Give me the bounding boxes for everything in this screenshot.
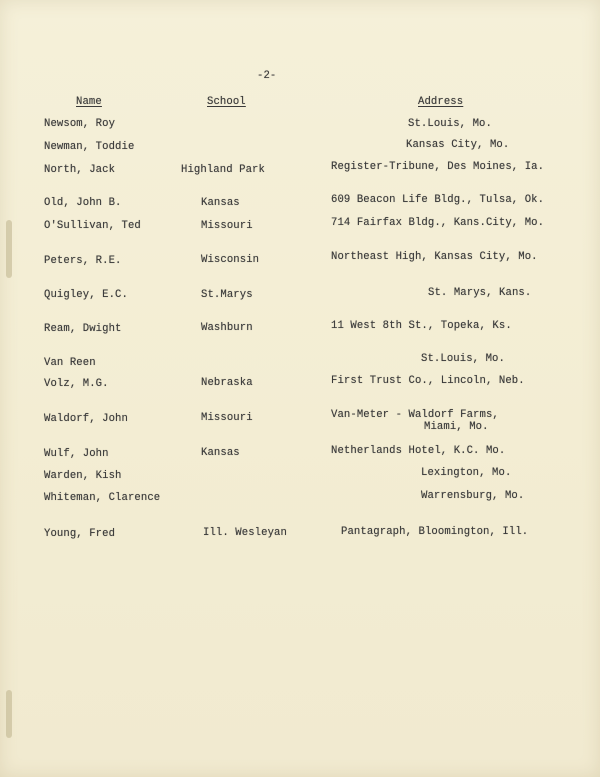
roster-name: Volz, M.G. [44, 378, 109, 390]
roster-address: St. Marys, Kans. [428, 287, 532, 299]
roster-school: Nebraska [201, 377, 253, 389]
roster-school: Washburn [201, 322, 253, 334]
column-header-address: Address [418, 96, 464, 108]
punch-hole-mark [6, 220, 12, 278]
roster-address: 11 West 8th St., Topeka, Ks. [331, 320, 512, 332]
roster-name: Newsom, Roy [44, 118, 116, 130]
roster-name: Wulf, John [44, 448, 109, 460]
roster-name: Waldorf, John [44, 413, 128, 425]
roster-address: 609 Beacon Life Bldg., Tulsa, Ok. [331, 194, 545, 206]
roster-address: St.Louis, Mo. [421, 353, 505, 365]
roster-school: Missouri [201, 220, 253, 232]
roster-address: Register-Tribune, Des Moines, Ia. [331, 161, 545, 173]
roster-school: Missouri [201, 412, 253, 424]
roster-name: Newman, Toddie [44, 141, 135, 153]
roster-school: St.Marys [201, 289, 253, 301]
roster-name: Ream, Dwight [44, 323, 122, 335]
roster-name: Van Reen [44, 357, 96, 369]
roster-address: St.Louis, Mo. [408, 118, 492, 130]
roster-address: Pantagraph, Bloomington, Ill. [341, 526, 529, 538]
roster-address: Netherlands Hotel, K.C. Mo. [331, 445, 506, 457]
roster-name: Peters, R.E. [44, 255, 122, 267]
page-number: -2- [257, 70, 277, 82]
punch-hole-mark [6, 690, 12, 738]
roster-address: Northeast High, Kansas City, Mo. [331, 251, 538, 263]
roster-school: Kansas [201, 197, 240, 209]
roster-address: 714 Fairfax Bldg., Kans.City, Mo. [331, 217, 545, 229]
roster-name: Quigley, E.C. [44, 289, 128, 301]
roster-name: North, Jack [44, 164, 116, 176]
roster-address: Kansas City, Mo. [406, 139, 510, 151]
roster-address: Warrensburg, Mo. [421, 490, 525, 502]
roster-school: Wisconsin [201, 254, 260, 266]
column-header-school: School [207, 96, 246, 108]
roster-address: First Trust Co., Lincoln, Neb. [331, 375, 525, 387]
roster-name: Young, Fred [44, 528, 116, 540]
roster-name: Whiteman, Clarence [44, 492, 161, 504]
roster-address: Lexington, Mo. [421, 467, 512, 479]
roster-name: Old, John B. [44, 197, 122, 209]
roster-name: O'Sullivan, Ted [44, 220, 141, 232]
roster-school: Ill. Wesleyan [203, 527, 287, 539]
roster-school: Kansas [201, 447, 240, 459]
roster-name: Warden, Kish [44, 470, 122, 482]
roster-address-line2: Miami, Mo. [424, 421, 489, 433]
column-header-name: Name [76, 96, 102, 108]
roster-address: Van-Meter - Waldorf Farms, [331, 409, 499, 421]
roster-school: Highland Park [181, 164, 265, 176]
